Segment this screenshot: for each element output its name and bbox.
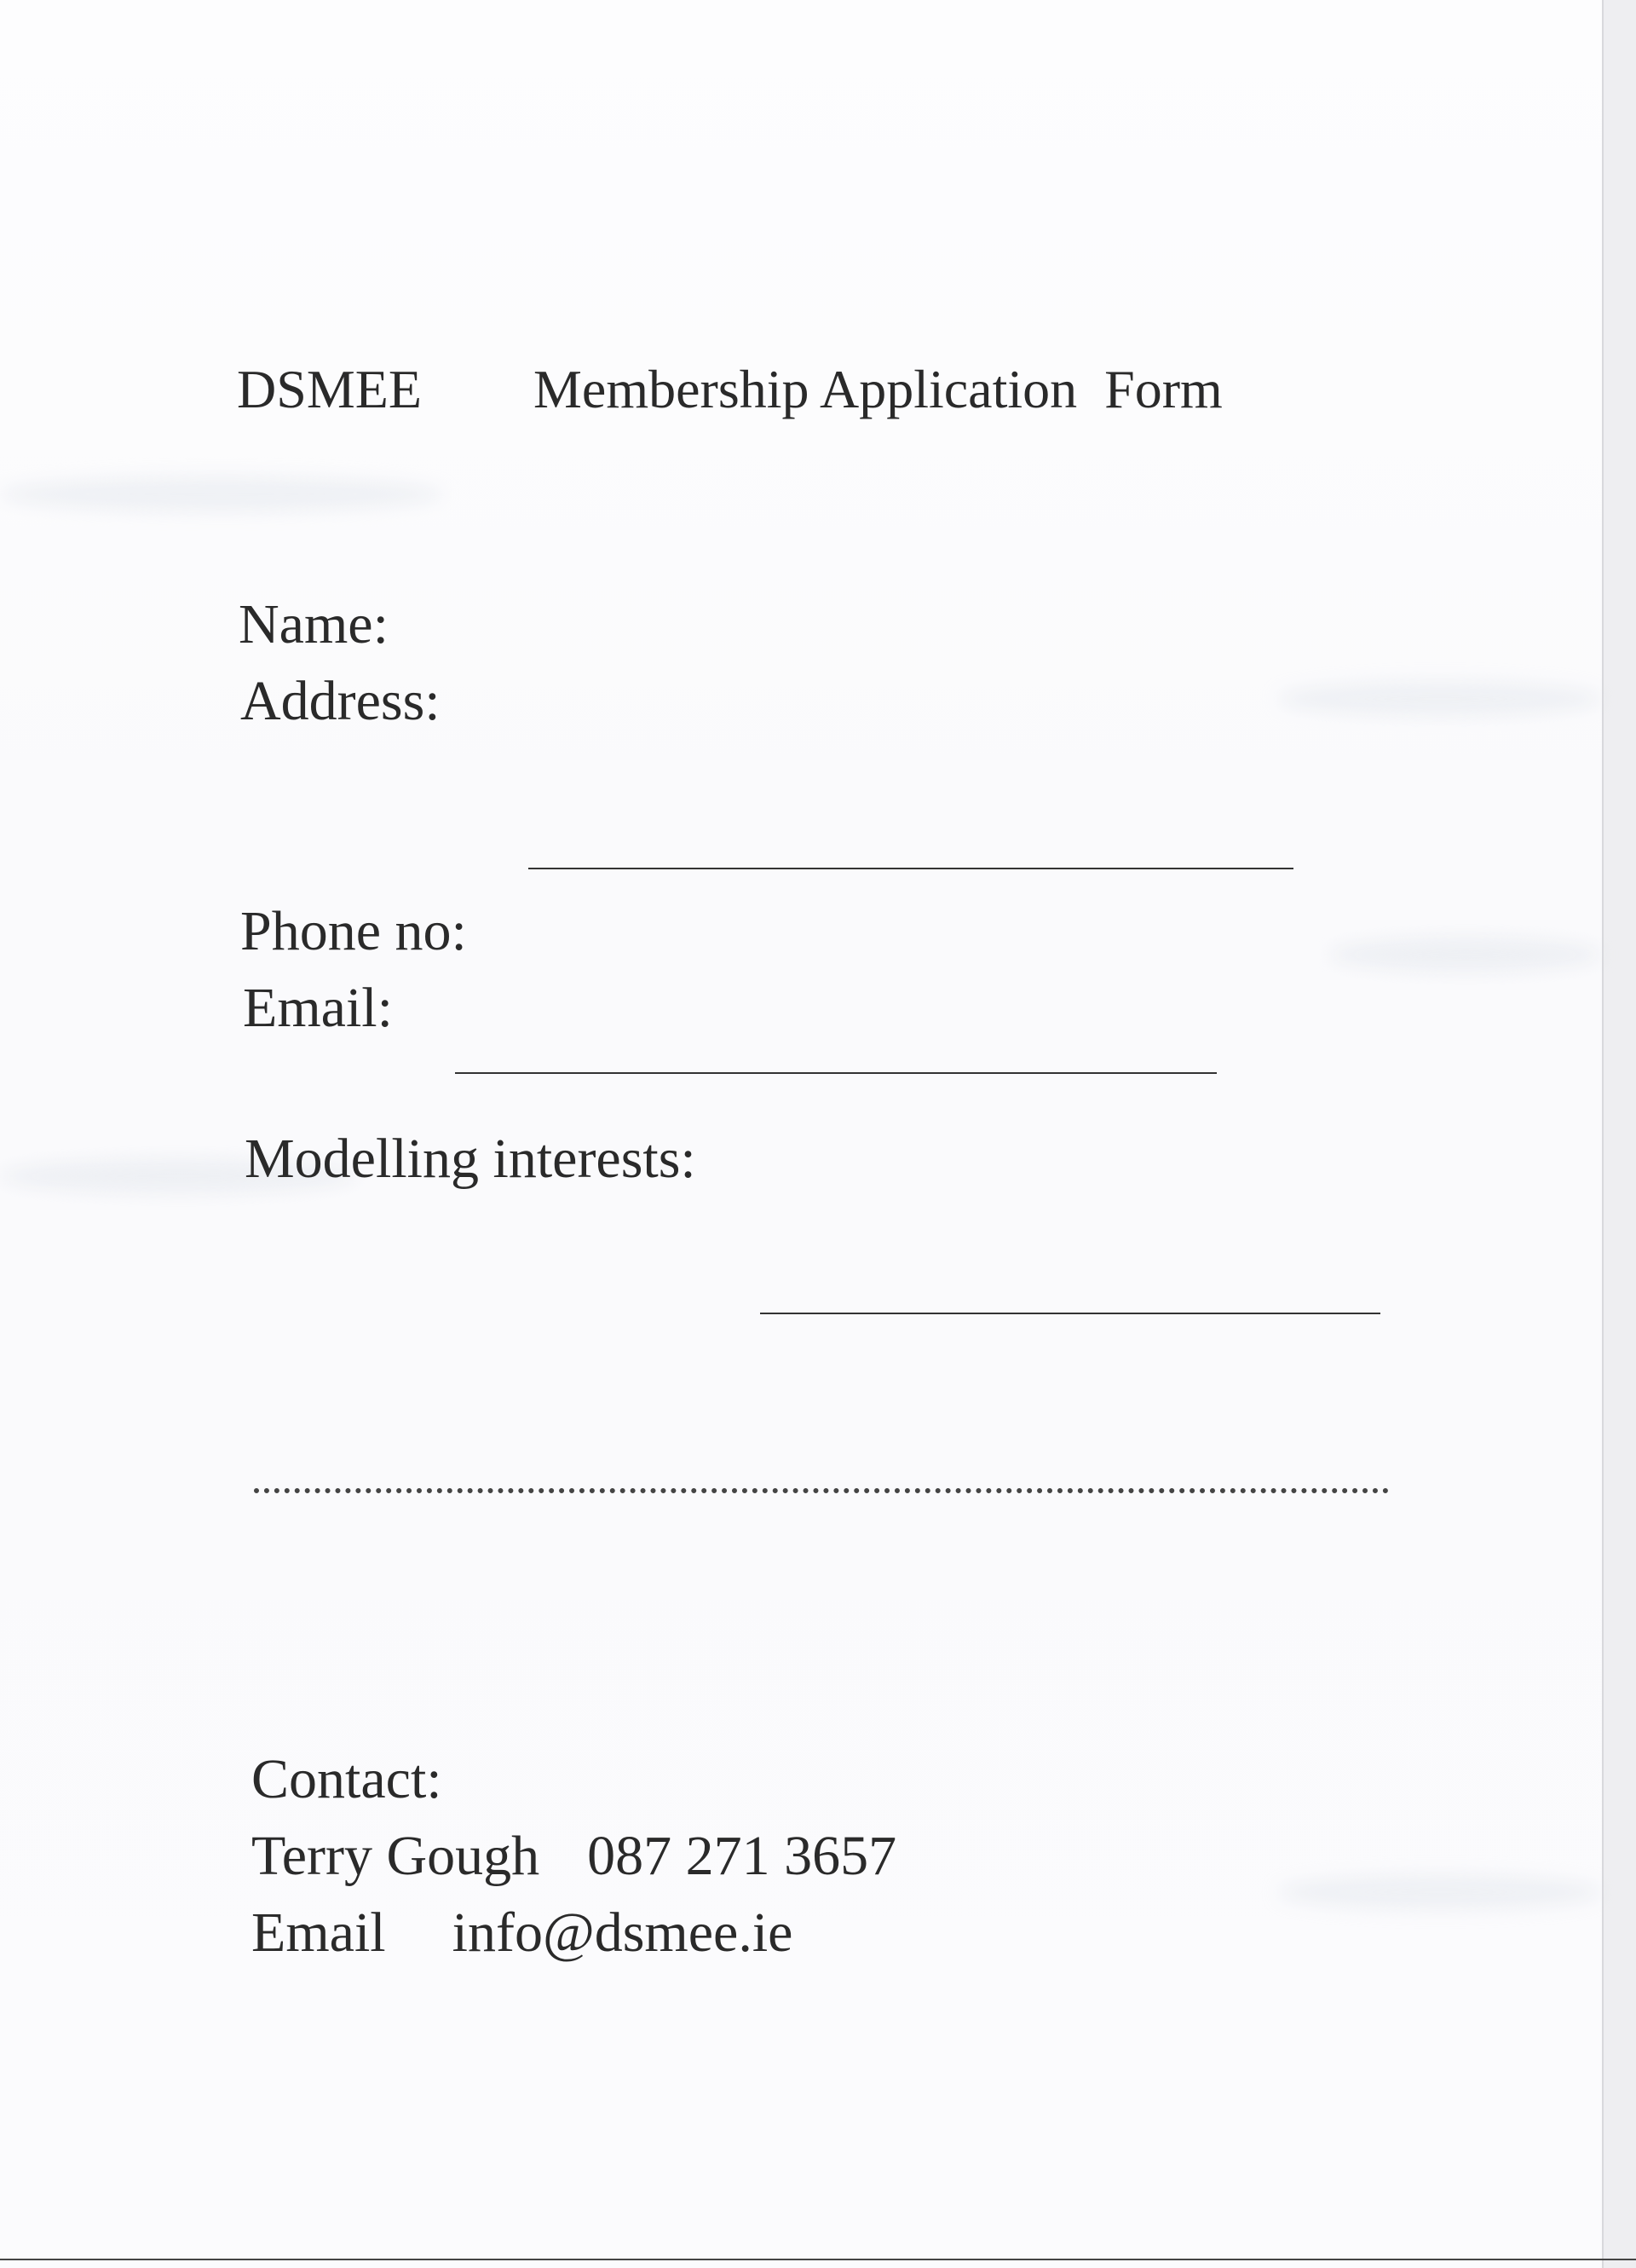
address-line	[528, 868, 1293, 869]
contact-email: info@dsmee.ie	[452, 1902, 793, 1964]
contact-heading: Contact:	[251, 1748, 442, 1810]
address-label: Address:	[240, 670, 441, 732]
scanner-edge	[1602, 0, 1636, 2268]
contact-email-line	[251, 1901, 792, 1965]
interests-line	[760, 1313, 1380, 1314]
scanner-bottom-edge	[0, 2259, 1636, 2260]
paper-crease	[1278, 682, 1602, 716]
org-name: DSMEE	[237, 359, 422, 419]
form-heading: Membership Application Form	[533, 359, 1223, 419]
name-label: Name:	[239, 593, 389, 655]
interests-label: Modelling interests:	[245, 1128, 696, 1190]
email-label: Email:	[243, 977, 393, 1039]
cut-line	[254, 1488, 1389, 1493]
contact-phone: 087 271 3657	[587, 1825, 897, 1887]
contact-email-label: Email	[251, 1902, 386, 1964]
email-line	[455, 1072, 1217, 1074]
contact-person-line	[251, 1824, 896, 1889]
phone-label: Phone no:	[240, 900, 467, 962]
paper-crease	[1329, 938, 1602, 972]
contact-person: Terry Gough	[251, 1825, 540, 1887]
paper-crease	[0, 477, 443, 511]
paper-crease	[1278, 1875, 1602, 1909]
